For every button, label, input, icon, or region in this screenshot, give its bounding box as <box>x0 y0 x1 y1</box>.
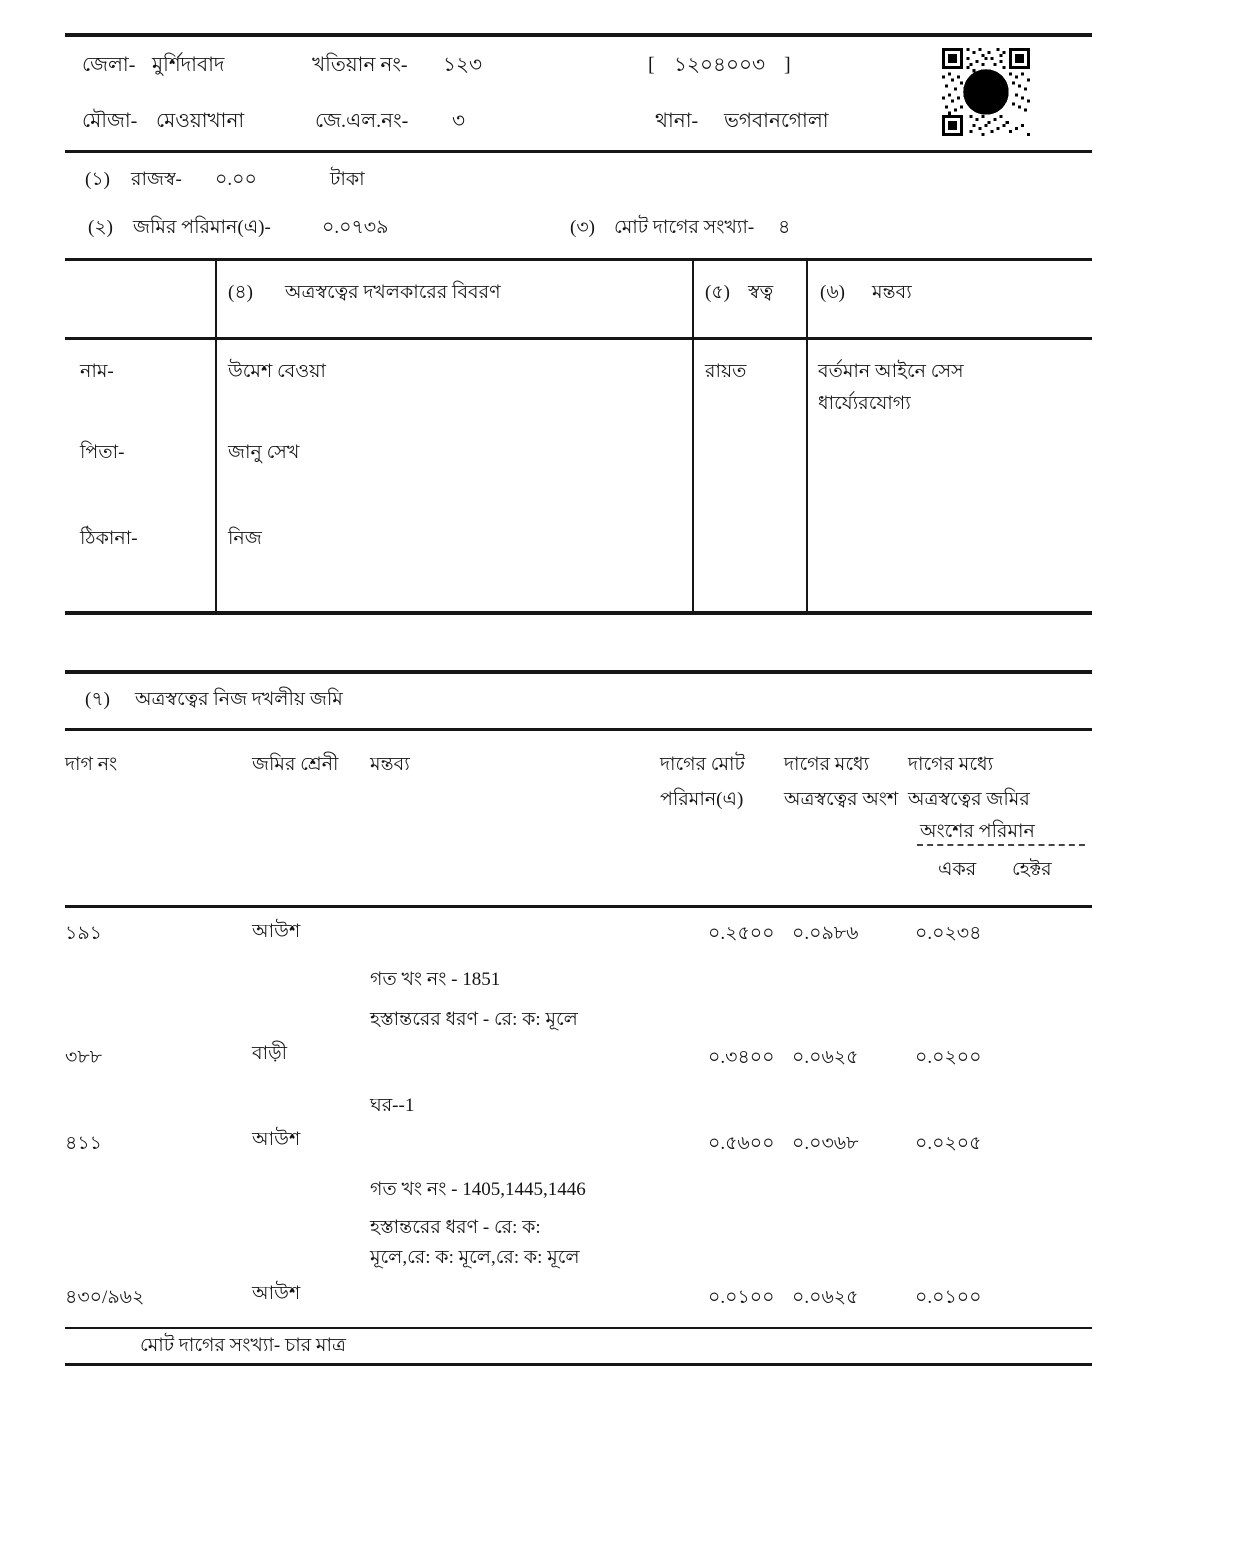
row3-dag: ৪১১ <box>65 1133 102 1154</box>
land-area-item-no: (২) <box>88 217 114 238</box>
land-area-label: জমির পরিমান(এ)- <box>133 217 271 238</box>
rule-section7-top <box>65 670 1092 674</box>
row1-note-1: গত খং নং - 1851 <box>370 969 501 990</box>
row2-class: বাড়ী <box>252 1043 288 1064</box>
col-area-line2: অত্রস্বত্বের জমির <box>908 789 1030 810</box>
col-total-line2: পরিমান(এ) <box>660 789 744 810</box>
right-col-label: স্বত্ব <box>748 282 774 303</box>
row2-note-1: ঘর--1 <box>370 1095 415 1116</box>
remark-line-1: বর্তমান আইনে সেস <box>818 361 964 382</box>
row1-total: ০.২৫০০ <box>708 923 775 944</box>
row3-note-1: গত খং নং - 1405,1445,1446 <box>370 1179 586 1200</box>
revenue-unit: টাকা <box>330 169 365 190</box>
owner-table-vline-3 <box>806 258 808 614</box>
row3-note-3: মূলে,রে: ক: মূলে,রে: ক: মূলে <box>370 1247 580 1268</box>
thana-label: থানা- <box>655 110 699 132</box>
khatian-label: খতিয়ান নং- <box>312 54 408 76</box>
unit-acre: একর <box>938 859 977 880</box>
thana-value: ভগবানগোলা <box>724 110 829 132</box>
name-label: নাম- <box>80 361 114 382</box>
col-total-line1: দাগের মোট <box>660 754 745 775</box>
col-area-line1: দাগের মধ্যে <box>908 754 994 775</box>
col-remark: মন্তব্য <box>370 754 410 775</box>
row3-total: ০.৫৬০০ <box>708 1133 775 1154</box>
row2-dag: ৩৮৮ <box>65 1047 103 1068</box>
district-value: মুর্শিদাবাদ <box>152 54 225 76</box>
col-share-line2: অত্রস্বত্বের অংশ <box>784 789 899 810</box>
row2-total: ০.৩৪০০ <box>708 1047 775 1068</box>
owner-table-vline-1 <box>215 258 217 614</box>
row1-dag: ১৯১ <box>65 923 102 944</box>
row1-share: ০.০৯৮৬ <box>792 923 859 944</box>
section7-title: অত্রস্বত্বের নিজ দখলীয় জমি <box>135 689 343 710</box>
address-label: ঠিকানা- <box>80 528 138 549</box>
row1-class: আউশ <box>252 921 301 942</box>
unit-hectare: হেক্টর <box>1012 859 1052 880</box>
address-value: নিজ <box>228 528 262 549</box>
row4-class: আউশ <box>252 1283 301 1304</box>
row4-share: ০.০৬২৫ <box>792 1287 859 1308</box>
jl-label: জে.এল.নং- <box>315 110 409 132</box>
row3-note-2: হস্তান্তরের ধরণ - রে: ক: <box>370 1217 541 1238</box>
rule-total-top <box>65 1327 1092 1329</box>
district-label: জেলা- <box>82 54 136 76</box>
row4-dag: ৪৩০/৯৬২ <box>65 1287 145 1308</box>
revenue-item-no: (১) <box>85 169 110 190</box>
remarks-col-label: মন্তব্য <box>872 282 912 303</box>
total-plots-footer: মোট দাগের সংখ্যা- চার মাত্র <box>140 1335 346 1356</box>
col-area-line3: অংশের পরিমান <box>920 821 1035 842</box>
row4-area: ০.০১০০ <box>915 1287 982 1308</box>
remarks-col-no: (৬) <box>820 282 846 303</box>
occupier-col-no: (৪) <box>228 282 253 303</box>
revenue-label: রাজস্ব- <box>131 169 182 190</box>
row2-share: ০.০৬২৫ <box>792 1047 859 1068</box>
total-plots-label: মোট দাগের সংখ্যা- <box>614 217 755 238</box>
code-value: ১২০৪০০৩ <box>674 54 765 76</box>
mouza-value: মেওয়াখানা <box>156 110 245 132</box>
rule-header-bottom <box>65 150 1092 153</box>
col-dag-no: দাগ নং <box>65 754 118 775</box>
code-bracket-close: ] <box>784 54 791 76</box>
total-plots-item-no: (৩) <box>570 217 596 238</box>
code-bracket-open: [ <box>648 54 655 76</box>
row4-total: ০.০১০০ <box>708 1287 775 1308</box>
col-share-line1: দাগের মধ্যে <box>784 754 870 775</box>
col-land-class: জমির শ্রেনী <box>252 754 339 775</box>
occupier-col-label: অত্রস্বত্বের দখলকারের বিবরণ <box>285 282 501 303</box>
rule-plot-table-headsep <box>65 905 1092 908</box>
rule-owner-table-bottom <box>65 611 1092 615</box>
row1-note-2: হস্তান্তরের ধরণ - রে: ক: মূলে <box>370 1009 578 1030</box>
row3-area: ০.০২০৫ <box>915 1133 982 1154</box>
total-plots-value: ৪ <box>778 217 791 238</box>
row1-area: ০.০২৩৪ <box>915 923 982 944</box>
father-value: জানু সেখ <box>228 442 300 463</box>
section7-no: (৭) <box>85 689 111 710</box>
rule-owner-table-top <box>65 258 1092 261</box>
rule-section7-titlesep <box>65 728 1092 731</box>
owner-table-vline-2 <box>692 258 694 614</box>
mouza-label: মৌজা- <box>82 110 138 132</box>
rule-top <box>65 33 1092 37</box>
revenue-value: ০.০০ <box>215 169 257 190</box>
row3-class: আউশ <box>252 1129 301 1150</box>
land-area-value: ০.০৭৩৯ <box>322 217 389 238</box>
remark-line-2: ধার্য্যেরযোগ্য <box>818 393 911 414</box>
rule-owner-table-headsep <box>65 337 1092 340</box>
jl-value: ৩ <box>452 110 466 132</box>
khatian-value: ১২৩ <box>443 54 482 76</box>
father-label: পিতা- <box>80 442 125 463</box>
acre-hectare-divider <box>917 844 1085 846</box>
row3-share: ০.০৩৬৮ <box>792 1133 859 1154</box>
right-col-no: (৫) <box>705 282 730 303</box>
right-value: রায়ত <box>705 361 747 382</box>
row2-area: ০.০২০০ <box>915 1047 982 1068</box>
qr-code-icon <box>940 48 1032 136</box>
name-value: উমেশ বেওয়া <box>228 361 326 382</box>
rule-total-bottom <box>65 1363 1092 1366</box>
